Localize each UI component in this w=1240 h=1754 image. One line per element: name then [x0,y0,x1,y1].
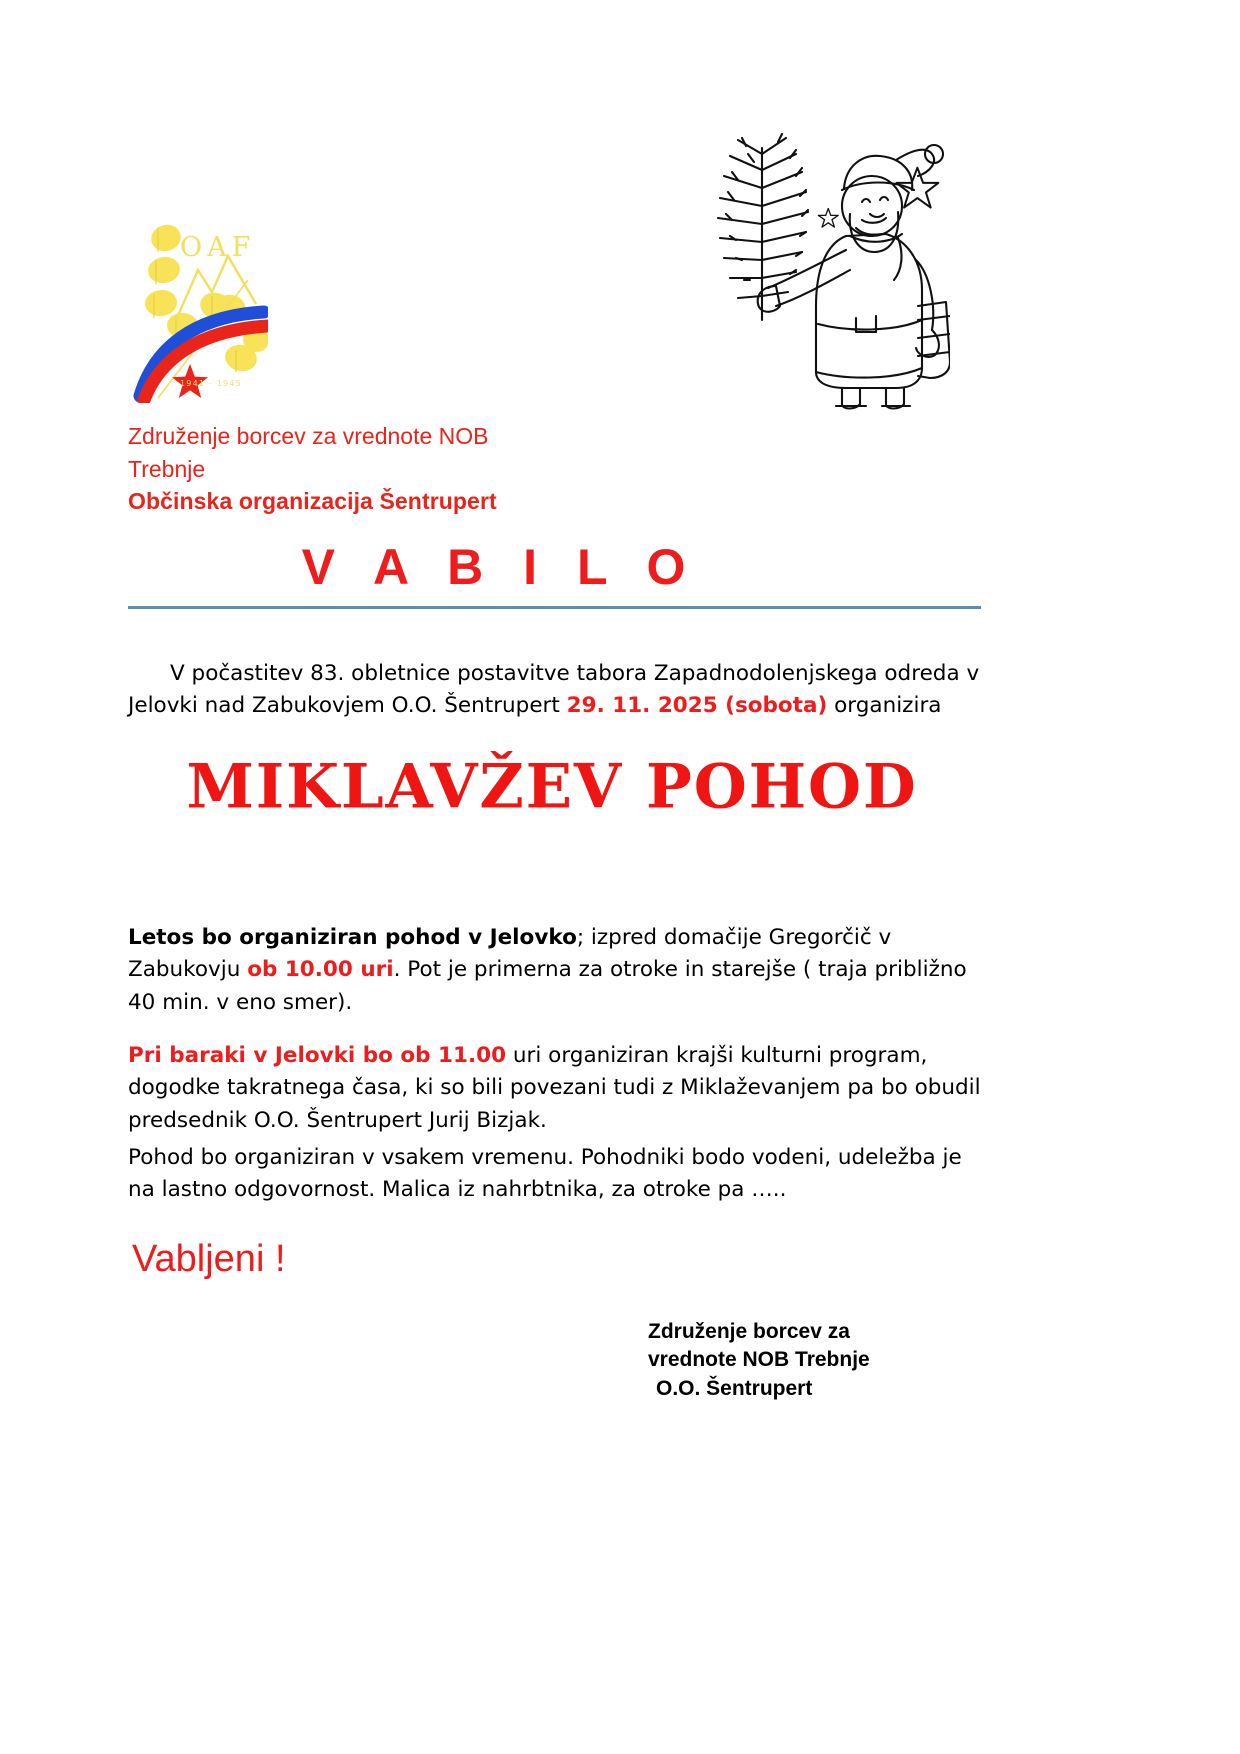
org-line-association: Združenje borcev za vrednote NOB [128,423,489,449]
paragraph-conditions: Pohod bo organiziran v vsakem vremenu. Pohodniki bodo vodeni, udeležba je na lastno odgovornost. Malica iz nahrbtnika, za otroke pa ….. [128,1144,962,1203]
event-title [0,752,1105,824]
intro-text-before-date: V počastitev 83. obletnice postavitve tabora Zapadnodolenjskega odreda v Jelovki nad Zabukovjem O.O. Šentrupert [128,660,980,718]
title-divider [128,606,981,609]
p1-end: . Pot je primerna za otroke in starejše ( traja približno 40 min. v eno smer). [128,957,967,1015]
intro-paragraph [128,658,984,723]
p1-bold-lead: Letos bo organiziran pohod v Jelovko [128,924,577,950]
signature-block [648,1318,968,1403]
p1-middle: ; izpred domačije Gregorčič v Zabukovju [128,924,892,983]
zb-nob-logo-icon [128,208,268,403]
signature-line-1: Združenje borcev za [648,1320,850,1343]
page-title: V A B I L O [301,539,699,595]
event-date: 29. 11. 2025 (sobota) [566,692,828,718]
header-graphics-row [0,100,1240,410]
paragraph-walk-details [128,922,984,1020]
paragraph-cultural-program [128,1040,984,1138]
event-title-text: MIKLAVŽEV POHOD [186,751,918,823]
signature-line-2: vrednote NOB Trebnje [648,1348,870,1372]
org-line-city: Trebnje [128,455,206,482]
p2-rest: uri organiziran krajši kulturni program, dogodke takratnega časa, ki so bili povezani tudi z Miklaževanjem pa bo obudil predsednik O.O. Šentrupert Jurij Bizjak. [128,1042,981,1133]
closing-invite: Vabljeni ! [132,1238,286,1280]
svg-text:1941 - 1945: 1941 - 1945 [180,379,242,388]
org-line-branch: Občinska organizacija Šentrupert [128,488,497,515]
p2-location-time: Pri baraki v Jelovki bo ob 11.00 [128,1042,507,1068]
svg-text:OAF: OAF [180,232,256,263]
intro-text-after-date: organizira [827,692,942,718]
santa-with-tree-illustration-icon [650,110,950,410]
signature-line-3: O.O. Šentrupert [656,1376,813,1400]
p1-start-time: ob 10.00 uri [247,957,394,983]
organisation-header [128,420,828,518]
